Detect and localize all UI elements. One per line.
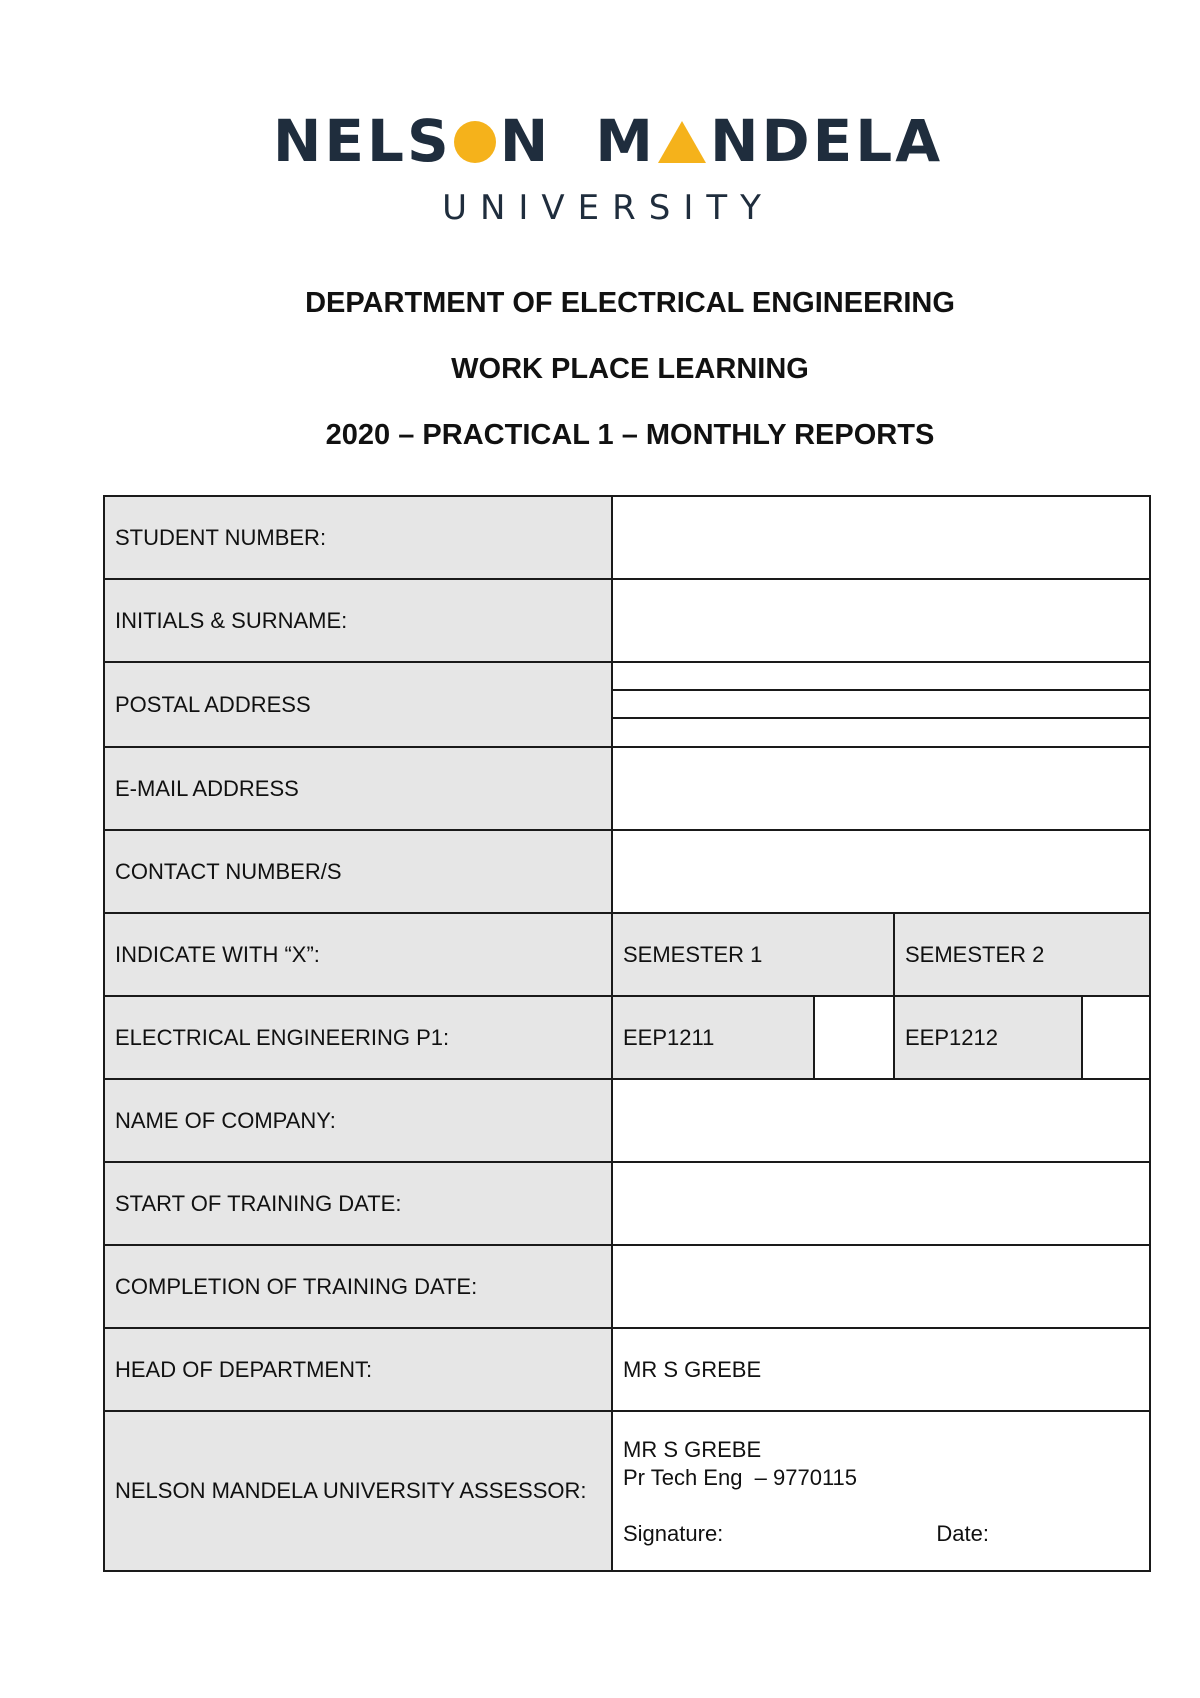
eep1212-checkbox[interactable] <box>1082 996 1150 1079</box>
eep1211-checkbox[interactable] <box>814 996 894 1079</box>
form-row-company <box>104 1079 1150 1162</box>
form-row-email <box>104 747 1150 830</box>
form-row-start-date <box>104 1162 1150 1245</box>
logo-word-nelson: NELS N <box>272 107 552 175</box>
postal-address-label: POSTAL ADDRESS <box>104 662 612 747</box>
assessor-details <box>612 1411 1150 1571</box>
hod-value: MR S GREBE <box>612 1328 1150 1411</box>
initials-surname-label: INITIALS & SURNAME: <box>104 579 612 662</box>
logo-wordmark <box>273 108 943 174</box>
student-info-form <box>103 495 1151 1572</box>
postal-address-line-2[interactable] <box>613 691 1149 719</box>
postal-address-line-1[interactable] <box>613 663 1149 691</box>
form-row-electrical-p1 <box>104 996 1150 1079</box>
assessor-label: NELSON MANDELA UNIVERSITY ASSESSOR: <box>104 1411 612 1571</box>
start-date-label: START OF TRAINING DATE: <box>104 1162 612 1245</box>
hod-label: HEAD OF DEPARTMENT: <box>104 1328 612 1411</box>
start-date-field[interactable] <box>612 1162 1150 1245</box>
electrical-p1-label: ELECTRICAL ENGINEERING P1: <box>104 996 612 1079</box>
form-row-student-number <box>104 496 1150 579</box>
completion-date-label: COMPLETION OF TRAINING DATE: <box>104 1245 612 1328</box>
email-address-field[interactable] <box>612 747 1150 830</box>
assessor-name: MR S GREBE <box>623 1437 762 1462</box>
company-name-field[interactable] <box>612 1079 1150 1162</box>
form-row-assessor <box>104 1411 1150 1571</box>
contact-numbers-label: CONTACT NUMBER/S <box>104 830 612 913</box>
logo-circle-icon <box>454 121 496 163</box>
semester-1-header: SEMESTER 1 <box>612 913 894 996</box>
department-heading: DEPARTMENT OF ELECTRICAL ENGINEERING <box>305 287 955 319</box>
eep1212-label: EEP1212 <box>894 996 1082 1079</box>
form-row-postal-address <box>104 662 1150 747</box>
postal-address-field[interactable] <box>612 662 1150 747</box>
completion-date-field[interactable] <box>612 1245 1150 1328</box>
indicate-x-label: INDICATE WITH “X”: <box>104 913 612 996</box>
semester-2-header: SEMESTER 2 <box>894 913 1150 996</box>
form-row-initials-surname <box>104 579 1150 662</box>
eep1211-label: EEP1211 <box>612 996 814 1079</box>
signature-label: Signature: <box>623 1521 724 1546</box>
university-logo <box>0 108 1200 228</box>
postal-address-line-3[interactable] <box>613 719 1149 746</box>
contact-numbers-field[interactable] <box>612 830 1150 913</box>
assessor-registration: Pr Tech Eng – 9770115 <box>623 1465 858 1490</box>
logo-triangle-icon <box>658 121 706 163</box>
report-heading: 2020 – PRACTICAL 1 – MONTHLY REPORTS <box>325 419 935 451</box>
logo-subtitle: UNIVERSITY <box>442 188 774 228</box>
form-row-indicate <box>104 913 1150 996</box>
date-label: Date: <box>936 1521 989 1546</box>
initials-surname-field[interactable] <box>612 579 1150 662</box>
programme-heading: WORK PLACE LEARNING <box>451 353 809 385</box>
form-row-completion-date <box>104 1245 1150 1328</box>
form-row-hod <box>104 1328 1150 1411</box>
student-number-label: STUDENT NUMBER: <box>104 496 612 579</box>
company-name-label: NAME OF COMPANY: <box>104 1079 612 1162</box>
signature-row <box>623 1520 1139 1548</box>
document-headings <box>30 286 1200 484</box>
logo-word-mandela: M NDELA <box>595 107 944 175</box>
email-address-label: E-MAIL ADDRESS <box>104 747 612 830</box>
student-number-field[interactable] <box>612 496 1150 579</box>
form-row-contact <box>104 830 1150 913</box>
